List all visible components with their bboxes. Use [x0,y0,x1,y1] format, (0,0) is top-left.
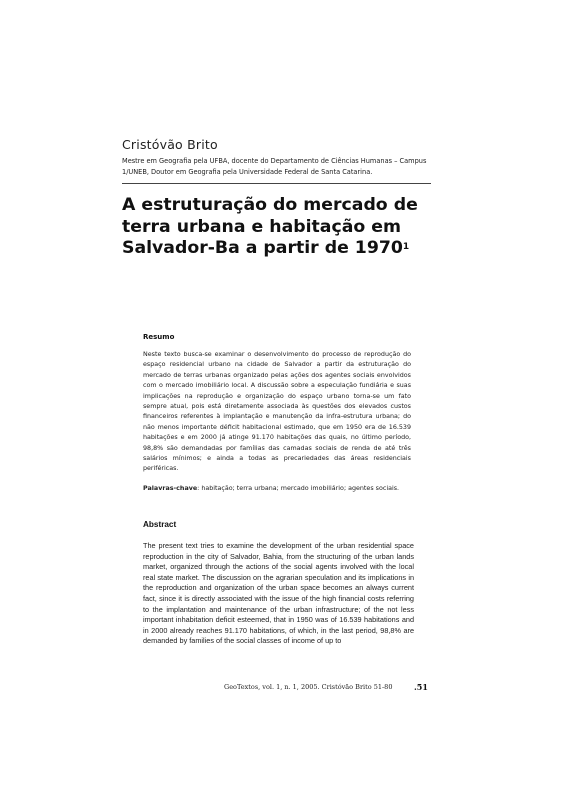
article-title-text: A estruturação do mercado de terra urbana e habitação em Salvador-Ba a partir de 1970 [122,195,418,258]
keywords [143,484,418,494]
keywords-label: Palavras-chave [143,485,198,492]
article-title [122,195,432,260]
keywords-list: : habitação; terra urbana; mercado imobiliário; agentes sociais. [197,485,400,492]
author-name: Cristóvão Brito [122,137,218,152]
resumo-heading: Resumo [143,333,175,341]
page-number: .51 [414,682,428,692]
header-divider [122,183,431,184]
author-affiliation: Mestre em Geografia pela UFBA, docente do Departamento de Ciências Humanas – Campus 1/UNEB, Doutor em Geografia pela Universidade Federal de Santa Catarina. [122,157,427,176]
resumo-body: Neste texto busca-se examinar o desenvolvimento do processo de reprodução do espaço residencial urbano na cidade de Salvador a partir da estruturação do mercado de terras urbanas organizado pelas ações dos agentes sociais envolvidos com o mercado imobiliário local. A discussão sobre a especulação fundiária e suas implicações na reprodução e organização do espaço urbano torna-se um fato sempre atual, pois está diretamente associada às questões dos elevados custos financeiros referentes à implantação e manutenção da infra-estrutura urbana; do não menos importante déficit habitacional estimado, que em 1950 era de 16.539 habitações e em 2000 já atinge 91.170 habitações das quais, no último período, 98,8% são demandadas por famílias das camadas sociais de renda de até três salários mínimos; e ainda a todas as precariedades das áreas residenciais periféricas. [143,351,411,473]
abstract-body: The present text tries to examine the development of the urban residential space reproduction in the city of Salvador, Bahia, from the structuring of the urban lands market, organized through the actions of the social agents involved with the local real state market. The discussion on the agrarian speculation and its implications in the reproduction and organization of the urban space becomes an always current fact, since it is directly associated with the issue of the high financial costs referring to the implantation and maintenance of the urban infrastructure; of the not less important inhabitation deficit esteemed, that in 1950 was of 16.539 habitations and in 2000 already reaches 91.170 habitations, of which, in the last period, 98,8% are demanded by families of the social classes of income of up to [143,541,414,646]
abstract-heading: Abstract [143,520,177,529]
title-footnote-marker: 1 [402,242,410,252]
footer-citation: GeoTextos, vol. 1, n. 1, 2005. Cristóvão Brito 51-80 [224,683,393,691]
